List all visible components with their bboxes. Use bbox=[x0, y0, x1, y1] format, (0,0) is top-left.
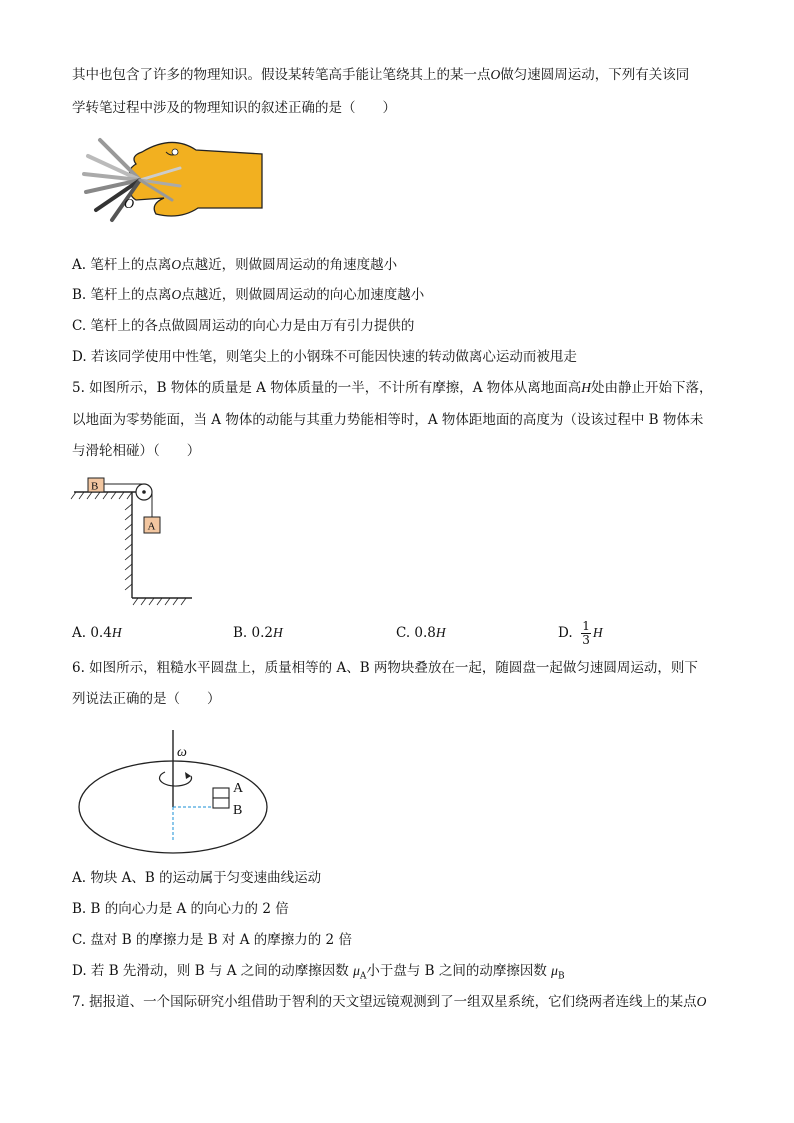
svg-text:A: A bbox=[233, 781, 244, 796]
q4-stem-line1: 其中也包含了许多的物理知识。假设某转笔高手能让笔绕其上的某一点O做匀速圆周运动，下列有关该同 bbox=[72, 67, 690, 83]
q6-option-d: D. 若 B 先滑动，则 B 与 A 之间的动摩擦因数 $\mu_A$小于盘与 B 之间的动摩擦因数 $\mu_B$ bbox=[72, 963, 565, 982]
pen-spinning-hand-figure bbox=[80, 128, 270, 223]
rotating-disc-figure bbox=[75, 728, 275, 858]
block-a bbox=[213, 788, 229, 798]
q4-option-a: A. 笔杆上的点离O点越近，则做圆周运动的角速度越小 bbox=[72, 257, 398, 273]
block-b bbox=[213, 798, 229, 808]
q6-option-b: B. B 的向心力是 A 的向心力的 2 倍 bbox=[72, 901, 289, 917]
omega-label: ω bbox=[177, 745, 187, 760]
q6-option-c: C. 盘对 B 的摩擦力是 B 对 A 的摩擦力的 2 倍 bbox=[72, 932, 352, 948]
q6-option-a: A. 物块 A、B 的运动属于匀变速曲线运动 bbox=[72, 870, 322, 886]
svg-text:A: A bbox=[147, 520, 156, 533]
q5-option-a: A. 0.4H bbox=[72, 625, 122, 641]
q5-stem-line3: 与滑轮相碰）（ ） bbox=[72, 443, 201, 459]
q5-option-c: C. 0.8H bbox=[396, 625, 446, 641]
q6-stem-line2: 列说法正确的是（ ） bbox=[72, 691, 221, 707]
q5-option-d: D. $\frac{1}{3}$ H bbox=[558, 619, 603, 647]
q5-stem-line1: 5. 如图所示，B 物体的质量是 A 物体质量的一半，不计所有摩擦，A 物体从离地面高H处由静止开始下落， bbox=[72, 380, 713, 396]
q4-option-d: D. 若该同学使用中性笔，则笔尖上的小钢珠不可能因快速的转动做离心运动而被甩走 bbox=[72, 349, 577, 365]
pivot-label-o: O bbox=[124, 197, 135, 212]
pulley-figure bbox=[70, 474, 200, 606]
q4-option-c: C. 笔杆上的各点做圆周运动的向心力是由万有引力提供的 bbox=[72, 318, 415, 334]
fraction-one-third: $\frac{1}{3}$ bbox=[582, 619, 590, 647]
q4-option-b: B. 笔杆上的点离O点越近，则做圆周运动的向心加速度越小 bbox=[72, 287, 425, 303]
q5-option-b: B. 0.2H bbox=[233, 625, 283, 641]
q7-stem-line1: 7. 据报道、一个国际研究小组借助于智利的天文望远镜观测到了一组双星系统，它们绕两者连线上的某点O bbox=[72, 994, 707, 1010]
q4-stem-line2: 学转笔过程中涉及的物理知识的叙述正确的是（ ） bbox=[72, 100, 396, 116]
q5-stem-line2: 以地面为零势能面，当 A 物体的动能与其重力势能相等时，A 物体距地面的高度为（设该过程中 B 物体未 bbox=[72, 412, 704, 428]
svg-text:B: B bbox=[233, 803, 243, 818]
q6-stem-line1: 6. 如图所示，粗糙水平圆盘上，质量相等的 A、B 两物块叠放在一起，随圆盘一起做匀速圆周运动，则下 bbox=[72, 660, 698, 676]
svg-text:B: B bbox=[91, 480, 99, 493]
